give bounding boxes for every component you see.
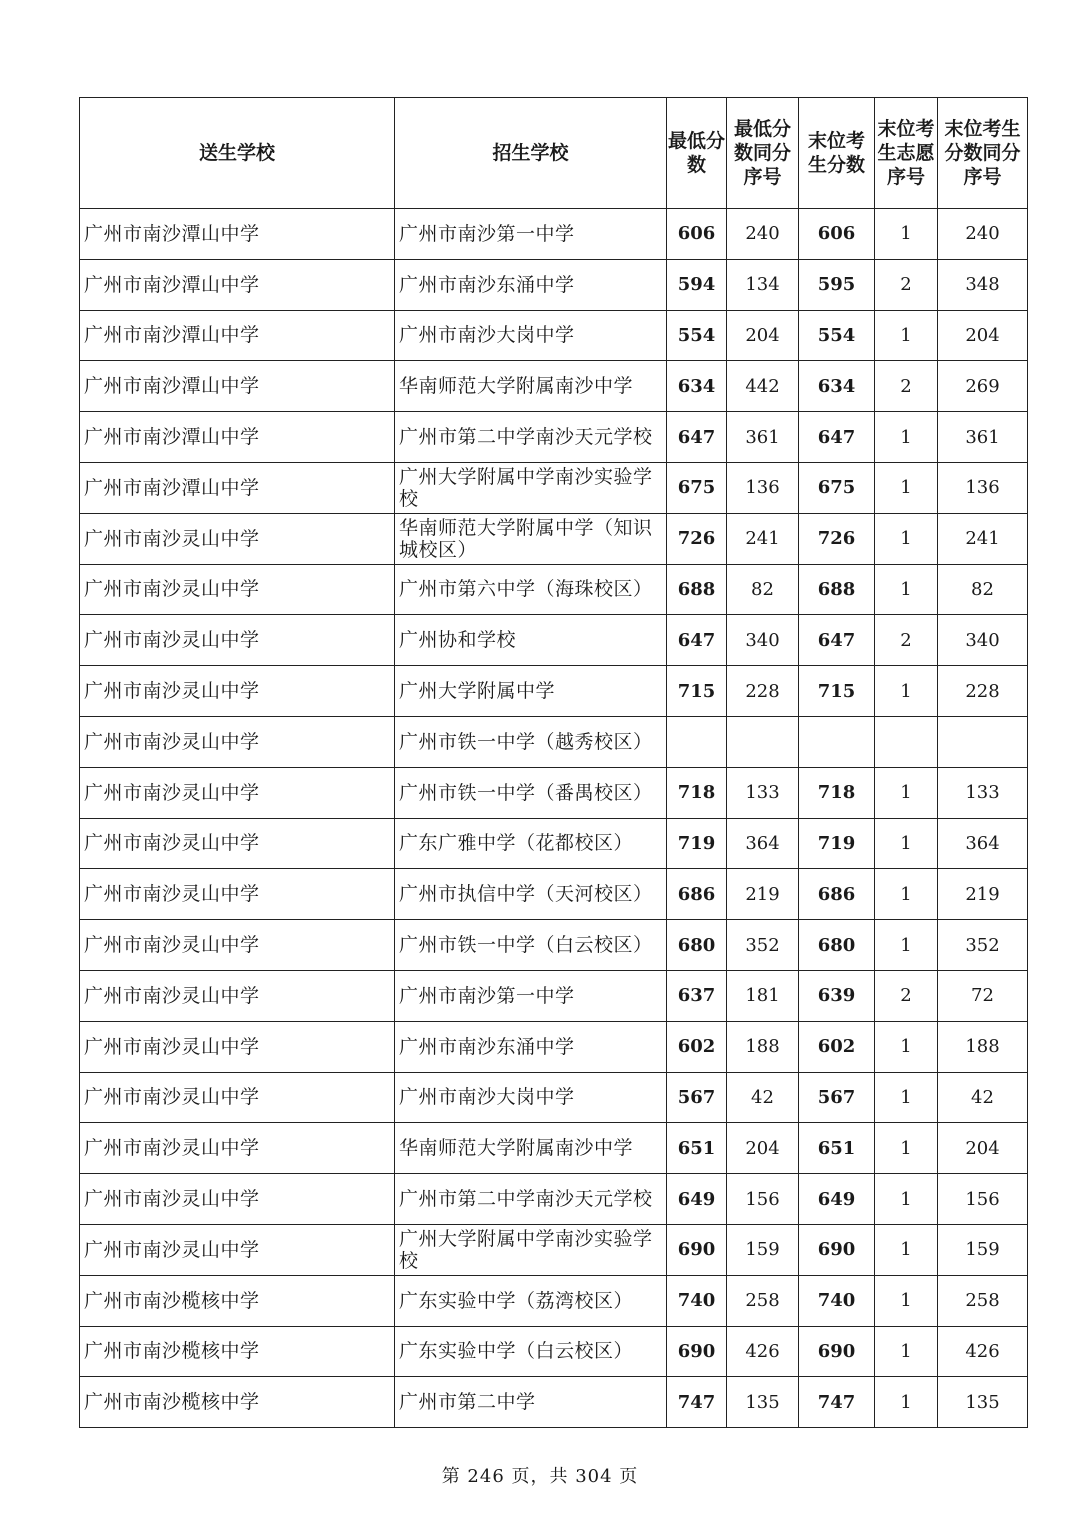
cell-min-score-rank: 340	[727, 615, 799, 666]
cell-min-score-rank: 135	[727, 1377, 799, 1428]
table-row	[80, 310, 1028, 361]
cell-last-score: 718	[799, 767, 875, 818]
cell-last-score: 688	[799, 564, 875, 615]
cell-min-score-rank: 188	[727, 1021, 799, 1072]
cell-recruiting-school: 广州大学附属中学	[395, 666, 667, 717]
cell-min-score-rank	[727, 716, 799, 767]
cell-recruiting-school: 广州市执信中学（天河校区）	[395, 869, 667, 920]
cell-last-wish: 1	[875, 767, 938, 818]
cell-last-wish: 1	[875, 462, 938, 513]
cell-min-score: 686	[667, 869, 727, 920]
cell-recruiting-school: 华南师范大学附属南沙中学	[395, 1123, 667, 1174]
cell-last-score-rank: 136	[938, 462, 1028, 513]
cell-min-score: 747	[667, 1377, 727, 1428]
cell-sender-school: 广州市南沙灵山中学	[80, 869, 395, 920]
cell-last-wish: 1	[875, 1326, 938, 1377]
cell-sender-school: 广州市南沙灵山中学	[80, 1021, 395, 1072]
cell-last-wish: 2	[875, 361, 938, 412]
cell-recruiting-school: 广州市南沙大岗中学	[395, 1072, 667, 1123]
cell-min-score: 740	[667, 1275, 727, 1326]
cell-min-score	[667, 716, 727, 767]
cell-last-wish: 1	[875, 1174, 938, 1225]
cell-last-score	[799, 716, 875, 767]
cell-last-score: 680	[799, 920, 875, 971]
cell-last-score-rank: 348	[938, 259, 1028, 310]
table-row	[80, 869, 1028, 920]
cell-last-wish: 1	[875, 920, 938, 971]
cell-min-score: 718	[667, 767, 727, 818]
cell-last-score: 647	[799, 412, 875, 463]
cell-recruiting-school: 广州市第六中学（海珠校区）	[395, 564, 667, 615]
cell-min-score: 634	[667, 361, 727, 412]
cell-last-score-rank: 361	[938, 412, 1028, 463]
cell-min-score-rank: 204	[727, 310, 799, 361]
cell-min-score: 715	[667, 666, 727, 717]
cell-min-score: 719	[667, 818, 727, 869]
cell-last-score-rank: 156	[938, 1174, 1028, 1225]
cell-sender-school: 广州市南沙潭山中学	[80, 259, 395, 310]
cell-min-score: 651	[667, 1123, 727, 1174]
cell-min-score: 647	[667, 615, 727, 666]
cell-last-score-rank: 219	[938, 869, 1028, 920]
cell-last-wish: 1	[875, 1275, 938, 1326]
cell-last-score-rank: 240	[938, 209, 1028, 260]
table-row	[80, 1174, 1028, 1225]
cell-last-score-rank: 204	[938, 310, 1028, 361]
cell-last-score-rank: 42	[938, 1072, 1028, 1123]
cell-recruiting-school: 华南师范大学附属南沙中学	[395, 361, 667, 412]
cell-min-score-rank: 82	[727, 564, 799, 615]
cell-last-score: 686	[799, 869, 875, 920]
cell-sender-school: 广州市南沙灵山中学	[80, 1224, 395, 1275]
cell-min-score-rank: 219	[727, 869, 799, 920]
cell-last-wish: 1	[875, 1377, 938, 1428]
cell-min-score-rank: 134	[727, 259, 799, 310]
cell-min-score-rank: 258	[727, 1275, 799, 1326]
cell-recruiting-school: 广州市南沙东涌中学	[395, 259, 667, 310]
cell-min-score-rank: 204	[727, 1123, 799, 1174]
page-number-footer: 第 246 页，共 304 页	[441, 1466, 639, 1487]
cell-recruiting-school: 广州市南沙大岗中学	[395, 310, 667, 361]
cell-recruiting-school: 广州市南沙第一中学	[395, 209, 667, 260]
cell-last-score: 651	[799, 1123, 875, 1174]
cell-min-score-rank: 361	[727, 412, 799, 463]
cell-recruiting-school: 广州市第二中学南沙天元学校	[395, 1174, 667, 1225]
cell-last-score: 595	[799, 259, 875, 310]
cell-recruiting-school: 广东实验中学（白云校区）	[395, 1326, 667, 1377]
cell-recruiting-school: 广州大学附属中学南沙实验学校	[395, 462, 667, 513]
cell-sender-school: 广州市南沙灵山中学	[80, 564, 395, 615]
cell-sender-school: 广州市南沙榄核中学	[80, 1377, 395, 1428]
table-row	[80, 716, 1028, 767]
cell-min-score-rank: 241	[727, 513, 799, 564]
cell-last-score: 602	[799, 1021, 875, 1072]
cell-last-score: 690	[799, 1224, 875, 1275]
cell-last-score: 634	[799, 361, 875, 412]
header-last-score: 末位考生分数	[799, 98, 875, 209]
table-header-row	[80, 98, 1028, 209]
cell-sender-school: 广州市南沙灵山中学	[80, 767, 395, 818]
cell-min-score: 649	[667, 1174, 727, 1225]
cell-last-score: 747	[799, 1377, 875, 1428]
cell-sender-school: 广州市南沙灵山中学	[80, 1072, 395, 1123]
cell-last-score: 726	[799, 513, 875, 564]
cell-last-wish: 1	[875, 869, 938, 920]
cell-sender-school: 广州市南沙灵山中学	[80, 920, 395, 971]
cell-last-wish: 1	[875, 209, 938, 260]
cell-min-score: 567	[667, 1072, 727, 1123]
cell-min-score-rank: 42	[727, 1072, 799, 1123]
cell-last-score: 606	[799, 209, 875, 260]
cell-last-wish: 2	[875, 970, 938, 1021]
cell-last-score-rank: 188	[938, 1021, 1028, 1072]
admission-score-table	[79, 97, 1028, 1428]
header-sender-school: 送生学校	[80, 98, 395, 209]
cell-last-score-rank: 258	[938, 1275, 1028, 1326]
cell-min-score: 690	[667, 1326, 727, 1377]
cell-min-score-rank: 442	[727, 361, 799, 412]
cell-last-wish: 1	[875, 412, 938, 463]
header-last-wish: 末位考生志愿序号	[875, 98, 938, 209]
table-body	[80, 209, 1028, 1428]
cell-recruiting-school: 广州协和学校	[395, 615, 667, 666]
table-row	[80, 361, 1028, 412]
cell-sender-school: 广州市南沙潭山中学	[80, 462, 395, 513]
cell-min-score: 726	[667, 513, 727, 564]
cell-recruiting-school: 广东广雅中学（花都校区）	[395, 818, 667, 869]
cell-last-wish: 1	[875, 818, 938, 869]
cell-min-score-rank: 136	[727, 462, 799, 513]
cell-sender-school: 广州市南沙灵山中学	[80, 615, 395, 666]
cell-min-score-rank: 159	[727, 1224, 799, 1275]
table-row	[80, 462, 1028, 513]
cell-sender-school: 广州市南沙潭山中学	[80, 310, 395, 361]
cell-min-score-rank: 133	[727, 767, 799, 818]
cell-last-wish: 2	[875, 259, 938, 310]
cell-min-score-rank: 352	[727, 920, 799, 971]
cell-last-wish: 1	[875, 310, 938, 361]
cell-last-score-rank: 135	[938, 1377, 1028, 1428]
cell-min-score: 647	[667, 412, 727, 463]
cell-last-score-rank: 72	[938, 970, 1028, 1021]
cell-recruiting-school: 广州市南沙第一中学	[395, 970, 667, 1021]
cell-recruiting-school: 广州市南沙东涌中学	[395, 1021, 667, 1072]
cell-min-score: 675	[667, 462, 727, 513]
cell-last-score-rank: 228	[938, 666, 1028, 717]
table-row	[80, 1224, 1028, 1275]
cell-sender-school: 广州市南沙灵山中学	[80, 970, 395, 1021]
cell-last-wish: 1	[875, 1021, 938, 1072]
cell-last-wish: 1	[875, 513, 938, 564]
cell-sender-school: 广州市南沙灵山中学	[80, 1123, 395, 1174]
table-row	[80, 970, 1028, 1021]
cell-last-wish: 1	[875, 1224, 938, 1275]
cell-min-score-rank: 181	[727, 970, 799, 1021]
header-recruiting-school: 招生学校	[395, 98, 667, 209]
cell-last-score-rank: 241	[938, 513, 1028, 564]
cell-last-score: 719	[799, 818, 875, 869]
cell-last-wish: 1	[875, 564, 938, 615]
cell-min-score-rank: 156	[727, 1174, 799, 1225]
cell-last-score-rank: 82	[938, 564, 1028, 615]
cell-last-score-rank: 340	[938, 615, 1028, 666]
cell-min-score: 602	[667, 1021, 727, 1072]
cell-last-score: 675	[799, 462, 875, 513]
cell-last-wish: 1	[875, 1123, 938, 1174]
table-row	[80, 920, 1028, 971]
cell-last-score-rank	[938, 716, 1028, 767]
cell-sender-school: 广州市南沙榄核中学	[80, 1326, 395, 1377]
cell-min-score: 690	[667, 1224, 727, 1275]
cell-min-score-rank: 228	[727, 666, 799, 717]
cell-min-score-rank: 364	[727, 818, 799, 869]
cell-last-score: 690	[799, 1326, 875, 1377]
cell-last-score: 567	[799, 1072, 875, 1123]
table-row	[80, 767, 1028, 818]
cell-last-score-rank: 159	[938, 1224, 1028, 1275]
cell-min-score-rank: 426	[727, 1326, 799, 1377]
cell-sender-school: 广州市南沙灵山中学	[80, 666, 395, 717]
cell-sender-school: 广州市南沙潭山中学	[80, 209, 395, 260]
header-last-score-rank: 末位考生分数同分序号	[938, 98, 1028, 209]
cell-last-score-rank: 133	[938, 767, 1028, 818]
cell-sender-school: 广州市南沙灵山中学	[80, 716, 395, 767]
cell-recruiting-school: 广东实验中学（荔湾校区）	[395, 1275, 667, 1326]
cell-last-score: 639	[799, 970, 875, 1021]
cell-last-score-rank: 269	[938, 361, 1028, 412]
table-row	[80, 1275, 1028, 1326]
cell-recruiting-school: 广州市第二中学	[395, 1377, 667, 1428]
cell-last-score-rank: 364	[938, 818, 1028, 869]
table-row	[80, 615, 1028, 666]
table-row	[80, 209, 1028, 260]
cell-min-score: 606	[667, 209, 727, 260]
cell-last-wish: 1	[875, 1072, 938, 1123]
cell-min-score-rank: 240	[727, 209, 799, 260]
cell-last-wish: 1	[875, 666, 938, 717]
cell-last-wish	[875, 716, 938, 767]
table-row	[80, 412, 1028, 463]
cell-last-wish: 2	[875, 615, 938, 666]
cell-recruiting-school: 广州市铁一中学（越秀校区）	[395, 716, 667, 767]
cell-min-score: 637	[667, 970, 727, 1021]
cell-sender-school: 广州市南沙潭山中学	[80, 412, 395, 463]
cell-last-score: 740	[799, 1275, 875, 1326]
cell-recruiting-school: 广州市铁一中学（番禺校区）	[395, 767, 667, 818]
table-row	[80, 1072, 1028, 1123]
cell-sender-school: 广州市南沙潭山中学	[80, 361, 395, 412]
table-row	[80, 513, 1028, 564]
header-min-score: 最低分数	[667, 98, 727, 209]
cell-last-score-rank: 426	[938, 1326, 1028, 1377]
cell-sender-school: 广州市南沙灵山中学	[80, 818, 395, 869]
table-row	[80, 1123, 1028, 1174]
cell-last-score: 715	[799, 666, 875, 717]
cell-min-score: 680	[667, 920, 727, 971]
table-row	[80, 259, 1028, 310]
table-row	[80, 818, 1028, 869]
table-row	[80, 1021, 1028, 1072]
table-row	[80, 1326, 1028, 1377]
cell-recruiting-school: 广州大学附属中学南沙实验学校	[395, 1224, 667, 1275]
cell-min-score: 594	[667, 259, 727, 310]
table-row	[80, 564, 1028, 615]
cell-sender-school: 广州市南沙灵山中学	[80, 1174, 395, 1225]
cell-recruiting-school: 广州市铁一中学（白云校区）	[395, 920, 667, 971]
cell-sender-school: 广州市南沙榄核中学	[80, 1275, 395, 1326]
table-row	[80, 1377, 1028, 1428]
cell-min-score: 688	[667, 564, 727, 615]
cell-last-score-rank: 204	[938, 1123, 1028, 1174]
cell-last-score: 649	[799, 1174, 875, 1225]
cell-min-score: 554	[667, 310, 727, 361]
cell-last-score: 554	[799, 310, 875, 361]
cell-last-score: 647	[799, 615, 875, 666]
cell-recruiting-school: 华南师范大学附属中学（知识城校区）	[395, 513, 667, 564]
table-row	[80, 666, 1028, 717]
header-min-score-rank: 最低分数同分序号	[727, 98, 799, 209]
cell-recruiting-school: 广州市第二中学南沙天元学校	[395, 412, 667, 463]
cell-sender-school: 广州市南沙灵山中学	[80, 513, 395, 564]
cell-last-score-rank: 352	[938, 920, 1028, 971]
